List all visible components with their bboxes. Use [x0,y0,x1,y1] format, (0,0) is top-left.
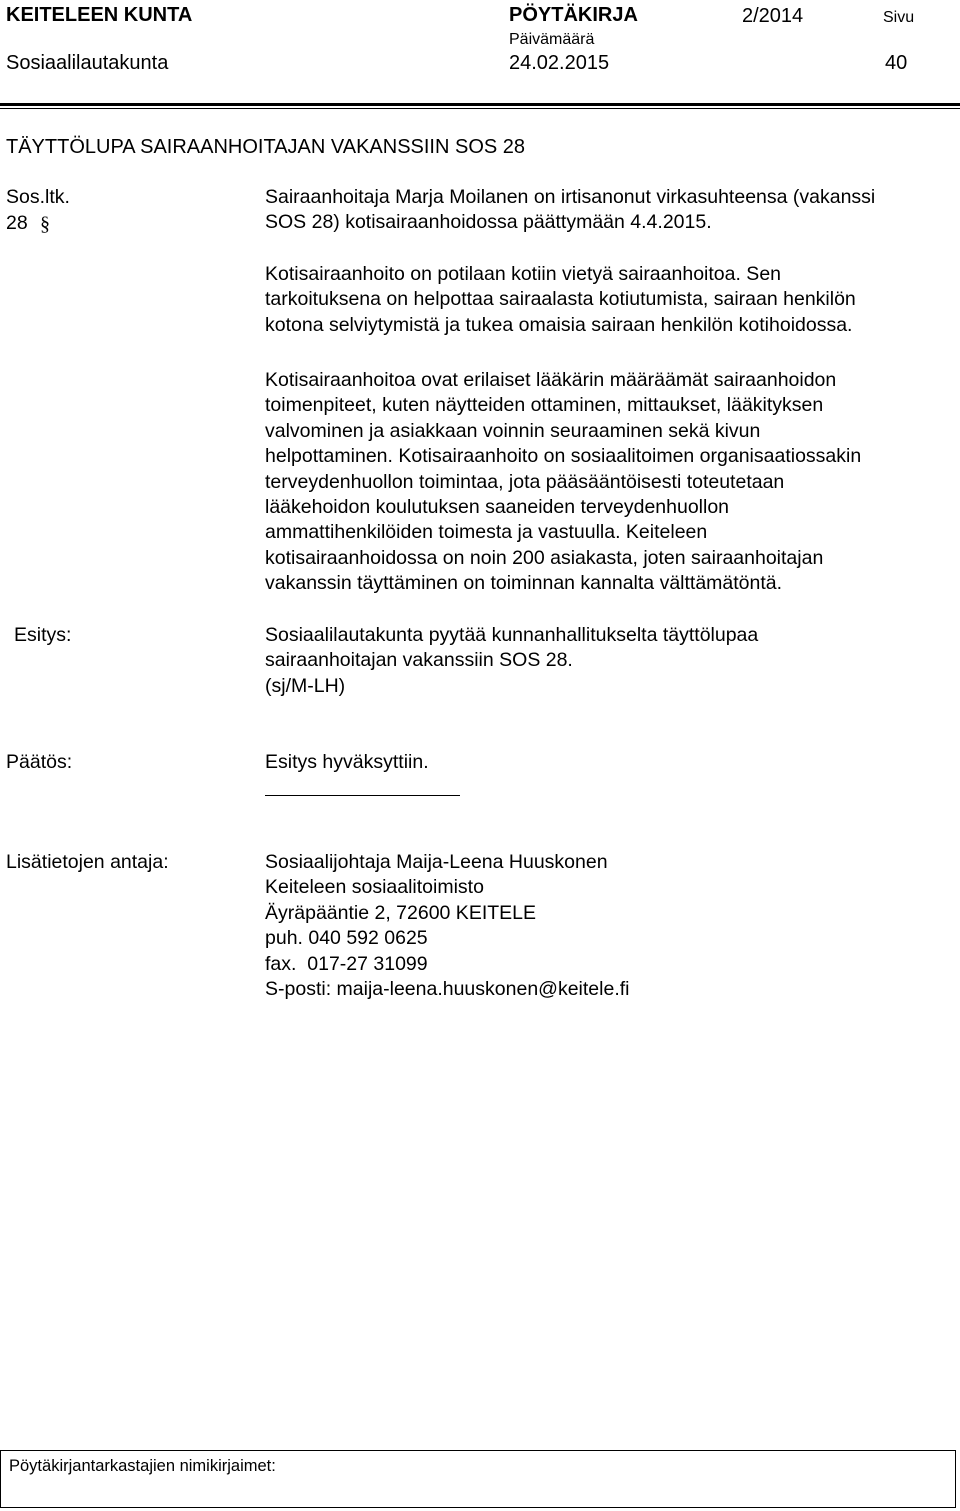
decision-text: Esitys hyväksyttiin. [265,751,429,773]
page-title: TÄYTTÖLUPA SAIRAANHOITAJAN VAKANSSIIN SOS 28 [6,136,526,158]
paragraph-line: Sairaanhoitaja Marja Moilanen on irtisanonut virkasuhteensa (vakanssi [265,186,876,208]
paragraph-line: Kotisairaanhoitoa ovat erilaiset lääkärin määräämät sairaanhoidon [265,369,837,391]
paragraph-line: terveydenhuollon toimintaa, jota pääsääntöisesti toteutetaan [265,470,785,493]
paragraph-line: kotisairaanhoidossa on noin 200 asiakasta, joten sairaanhoitajan [265,546,824,569]
section-ref-line1: Sos.ltk. [6,186,70,208]
paragraph-line: ammattihenkilöiden toimesta ja vastuulla. Keiteleen [265,521,708,544]
paragraph-line: vakanssin täyttäminen on toiminnan kannalta välttämätöntä. [265,572,783,595]
proposal-line: sairaanhoitajan vakanssiin SOS 28. [265,649,573,672]
paragraph-line: lääkehoidon koulutuksen saaneiden terveydenhuollon [265,496,730,519]
paragraph-line: valvominen ja asiakkaan voinnin seuraaminen sekä kivun [265,419,761,442]
contact-details [265,850,955,1002]
paragraph-line: SOS 28) kotisairaanhoidossa päättymään 4.4.2015. [265,211,712,234]
paragraph-2 [265,262,955,338]
decision-underline [265,795,460,796]
contact-line: Sosiaalijohtaja Maija-Leena Huuskonen [265,851,608,873]
paragraph-line: tarkoituksena on helpottaa sairaalasta kotiutumista, sairaan henkilön [265,288,856,311]
section-ref-number: 28 [6,212,28,234]
date-label: Päivämäärä [509,31,595,48]
contact-email-line: S-posti: maija-leena.huuskonen@keitele.fi [265,978,630,1001]
meeting-date: 24.02.2015 [509,52,610,74]
header-divider [0,103,960,109]
paragraph-line: kotona selviytymistä ja tukea omaisia sairaan henkilön kotihoidossa. [265,313,853,336]
document-type: PÖYTÄKIRJA [509,4,638,26]
page-number: 40 [885,52,908,74]
contact-line: fax. 017-27 31099 [265,952,428,975]
signature-box-label: Pöytäkirjantarkastajien nimikirjaimet: [9,1457,276,1475]
paragraph-line: Kotisairaanhoito on potilaan kotiin vietyä sairaanhoitoa. Sen [265,263,782,285]
proposal-text [265,623,955,699]
section-ref-line2 [6,211,56,236]
signature-box [0,1450,956,1508]
board-name: Sosiaalilautakunta [6,52,169,74]
contact-line: Äyräpääntie 2, 72600 KEITELE [265,901,537,924]
contact-line: puh. 040 592 0625 [265,927,428,950]
proposal-line: Sosiaalilautakunta pyytää kunnanhallitukselta täyttölupaa [265,624,759,646]
page-label: Sivu [883,9,915,26]
paragraph-line: toimenpiteet, kuten näytteiden ottaminen, mittaukset, lääkityksen [265,394,824,417]
section-sign-icon [38,211,56,235]
paragraph-3 [265,368,955,597]
svg-text:§: § [39,213,50,235]
organization-name: KEITELEEN KUNTA [6,4,193,26]
paragraph-line: helpottaminen. Kotisairaanhoito on sosiaalitoimen organisaatiossakin [265,445,862,468]
contact-label: Lisätietojen antaja: [6,851,169,873]
paragraph-1 [265,185,955,236]
proposal-label: Esitys: [14,624,72,646]
decision-label: Päätös: [6,751,73,773]
document-number: 2/2014 [742,5,804,27]
proposal-line: (sj/M-LH) [265,674,346,697]
contact-line: Keiteleen sosiaalitoimisto [265,876,484,899]
